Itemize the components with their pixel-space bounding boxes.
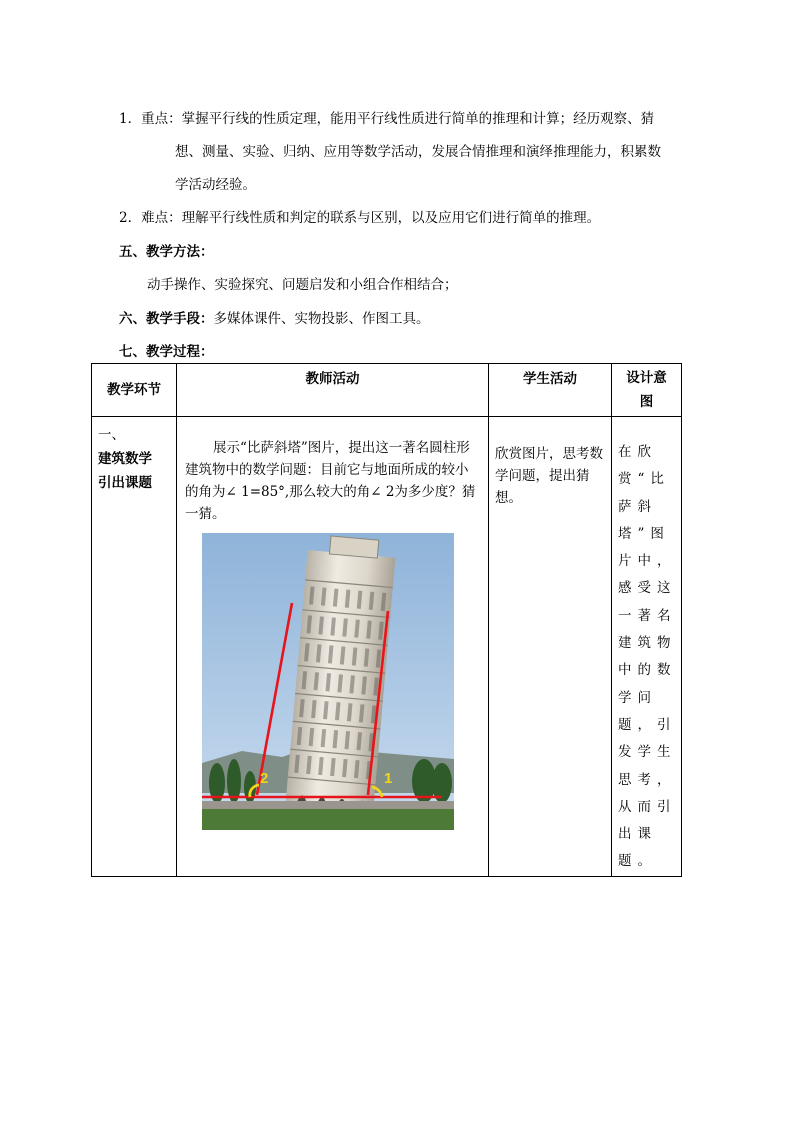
process-table [91,363,682,877]
focus-line-1: 1．重点：掌握平行线的性质定理，能用平行线性质进行简单的推理和计算；经历观察、猜 [119,111,655,127]
means-heading: 六、教学手段： [119,311,214,327]
design-cell [612,417,682,877]
student-cell [489,417,612,877]
header-design: 设计意 图 [612,364,682,417]
table-header-row [92,364,682,417]
stage-number: 一、 [98,427,125,443]
header-stage: 教学环节 [92,364,177,417]
means-line [119,309,430,329]
header-teacher: 教师活动 [177,364,489,417]
leaning-tower-photo [202,533,454,830]
teacher-cell [177,417,489,877]
header-student: 学生活动 [489,364,612,417]
focus-line-3: 学活动经验。 [175,177,256,193]
stage-title-1: 建筑数学 [98,451,152,467]
means-body: 多媒体课件、实物投影、作图工具。 [213,311,430,327]
student-activity-text: 欣赏图片，思考数学问题，提出猜想。 [495,446,603,506]
focus-line-2: 想、测量、实验、归纳、应用等数学活动，发展合情推理和演绎推理能力，积累数 [175,144,661,160]
process-heading: 七、教学过程： [119,344,214,360]
stage-title-2: 引出课题 [98,475,152,491]
difficulty-line: 2．难点：理解平行线性质和判定的联系与区别，以及应用它们进行简单的推理。 [119,210,601,226]
angle-2-label: 2 [260,770,269,787]
design-intent-text: 在欣赏“比萨斜塔”图片中，感受这一著名建筑物中的数学问题，引发学生思考，从而引出课题。 [618,444,677,870]
methods-heading: 五、教学方法： [119,244,214,260]
methods-body: 动手操作、实验探究、问题启发和小组合作相结合； [147,277,458,293]
teacher-activity-text: 展示“比萨斜塔”图片，提出这一著名圆柱形建筑物中的数学问题：目前它与地面所成的较小的角为∠ 1=85°,那么较大的角∠ 2为多少度？猜一猜。 [185,440,476,522]
stage-cell [92,417,177,877]
leaning-tower-illustration [202,533,454,830]
angle-1-label: 1 [384,770,393,787]
table-row [92,417,682,877]
